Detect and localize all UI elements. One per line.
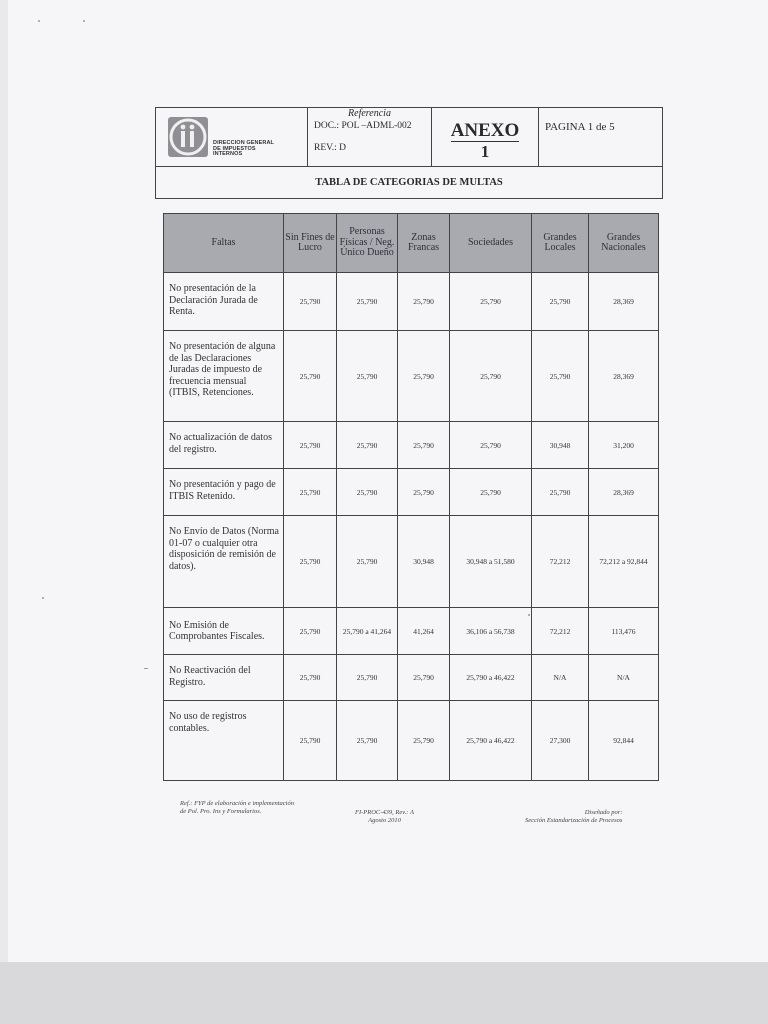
value-cell: 25,790 [398, 469, 450, 516]
footer-line: FI-PROC-439, Rev.: A [355, 809, 414, 816]
table-row [164, 516, 659, 608]
value-cell: 28,369 [589, 331, 659, 422]
value-cell: 28,369 [589, 469, 659, 516]
value-cell: 25,790 [532, 331, 589, 422]
anexo-label: ANEXO [450, 120, 520, 141]
table-row [164, 331, 659, 422]
value-cell: N/A [532, 655, 589, 701]
value-cell: 25,790 [450, 331, 532, 422]
value-cell: 36,106 a 56,738 [450, 608, 532, 655]
page-title: TABLA DE CATEGORIAS DE MULTAS [315, 177, 503, 188]
value-cell: 27,300 [532, 701, 589, 781]
logo-line: DE IMPUESTOS [213, 145, 256, 152]
anexo-title [432, 120, 538, 142]
value-cell: 25,790 [284, 331, 337, 422]
reference-cell [308, 108, 432, 166]
value-cell: 25,790 [337, 701, 398, 781]
revision: REV.: D [314, 143, 347, 153]
falta-cell: No actualización de datos del registro. [164, 422, 284, 469]
falta-cell: No Emisión de Comprobantes Fiscales. [164, 608, 284, 655]
value-cell: 25,790 [284, 516, 337, 608]
logo-line: DIRECCION GENERAL [213, 140, 274, 146]
footer-form-code [355, 809, 414, 825]
footer-line: Agosto 2010 [368, 817, 401, 824]
fines-table [163, 213, 659, 781]
scan-bottom-edge [0, 962, 768, 1024]
value-cell: 25,790 [284, 273, 337, 331]
table-row [164, 608, 659, 655]
footer-reference [180, 800, 294, 816]
footer-line: Ref.: FYP de elaboración e implementación [180, 800, 294, 807]
value-cell: 41,264 [398, 608, 450, 655]
value-cell: 30,948 a 51,580 [450, 516, 532, 608]
value-cell: 25,790 [398, 655, 450, 701]
table-row [164, 469, 659, 516]
doc-code: DOC.: POL –ADML-002 [314, 121, 412, 131]
falta-cell: No presentación y pago de ITBIS Retenido. [164, 469, 284, 516]
value-cell: 25,790 [284, 701, 337, 781]
scan-speck [144, 668, 148, 669]
document-page [8, 0, 768, 962]
column-header: Sin Fines de Lucro [284, 214, 337, 273]
value-cell: 25,790 [284, 655, 337, 701]
logo-text [213, 141, 274, 158]
page-cell [539, 108, 664, 166]
value-cell: 25,790 [398, 273, 450, 331]
document-header [155, 107, 663, 199]
value-cell: 92,844 [589, 701, 659, 781]
dgii-logo-icon [168, 117, 208, 157]
value-cell: 25,790 [532, 273, 589, 331]
value-cell: 31,200 [589, 422, 659, 469]
falta-cell: No Reactivación del Registro. [164, 655, 284, 701]
value-cell: 25,790 [337, 469, 398, 516]
value-cell: 25,790 [337, 516, 398, 608]
column-header: Personas Físicas / Neg. Único Dueño [337, 214, 398, 273]
scan-speck [38, 20, 40, 22]
column-header: Grandes Nacionales [589, 214, 659, 273]
value-cell: 72,212 a 92,844 [589, 516, 659, 608]
value-cell: 72,212 [532, 516, 589, 608]
table-row [164, 273, 659, 331]
anexo-number: 1 [480, 142, 490, 161]
value-cell: 113,476 [589, 608, 659, 655]
value-cell: 25,790 [532, 469, 589, 516]
anexo-cell [432, 108, 539, 166]
value-cell: 30,948 [532, 422, 589, 469]
value-cell: 72,212 [532, 608, 589, 655]
value-cell: 25,790 [284, 469, 337, 516]
reference-label: Referencia [348, 108, 391, 119]
value-cell: 25,790 [284, 608, 337, 655]
value-cell: 30,948 [398, 516, 450, 608]
column-header: Sociedades [450, 214, 532, 273]
value-cell: N/A [589, 655, 659, 701]
column-header: Zonas Francas [398, 214, 450, 273]
column-header: Faltas [164, 214, 284, 273]
value-cell: 25,790 [398, 701, 450, 781]
column-header: Grandes Locales [532, 214, 589, 273]
header-top-row [156, 108, 662, 167]
table-header-row [164, 214, 659, 273]
falta-cell: No Envío de Datos (Norma 01-07 o cualquier otra disposición de remisión de datos). [164, 516, 284, 608]
value-cell: 25,790 a 46,422 [450, 655, 532, 701]
value-cell: 25,790 [337, 273, 398, 331]
scan-speck [42, 597, 44, 599]
scan-speck [83, 20, 85, 22]
value-cell: 25,790 [450, 273, 532, 331]
value-cell: 25,790 [450, 422, 532, 469]
value-cell: 25,790 a 46,422 [450, 701, 532, 781]
table-row [164, 422, 659, 469]
footer-line: Diseñado por: [584, 809, 623, 816]
logo-cell [156, 108, 308, 166]
footer-line: Sección Estandarización de Procesos [525, 817, 623, 824]
value-cell: 25,790 [284, 422, 337, 469]
footer-line: de Pol. Pro. Ins y Formularios. [180, 808, 262, 815]
table-row [164, 655, 659, 701]
falta-cell: No uso de registros contables. [164, 701, 284, 781]
value-cell: 25,790 [337, 331, 398, 422]
value-cell: 25,790 [398, 422, 450, 469]
footer-designed-by [525, 809, 622, 825]
value-cell: 25,790 [337, 422, 398, 469]
falta-cell: No presentación de la Declaración Jurada de Renta. [164, 273, 284, 331]
value-cell: 28,369 [589, 273, 659, 331]
value-cell: 25,790 [398, 331, 450, 422]
value-cell: 25,790 [450, 469, 532, 516]
value-cell: 25,790 a 41,264 [337, 608, 398, 655]
table-row [164, 701, 659, 781]
value-cell: 25,790 [337, 655, 398, 701]
page-number: PAGINA 1 de 5 [545, 121, 615, 133]
dgii-logo-graphic [168, 117, 208, 157]
falta-cell: No presentación de alguna de las Declaraciones Juradas de impuesto de frecuencia mensual (ITBIS, Retenciones. [164, 331, 284, 422]
logo-line: INTERNOS [213, 151, 243, 157]
